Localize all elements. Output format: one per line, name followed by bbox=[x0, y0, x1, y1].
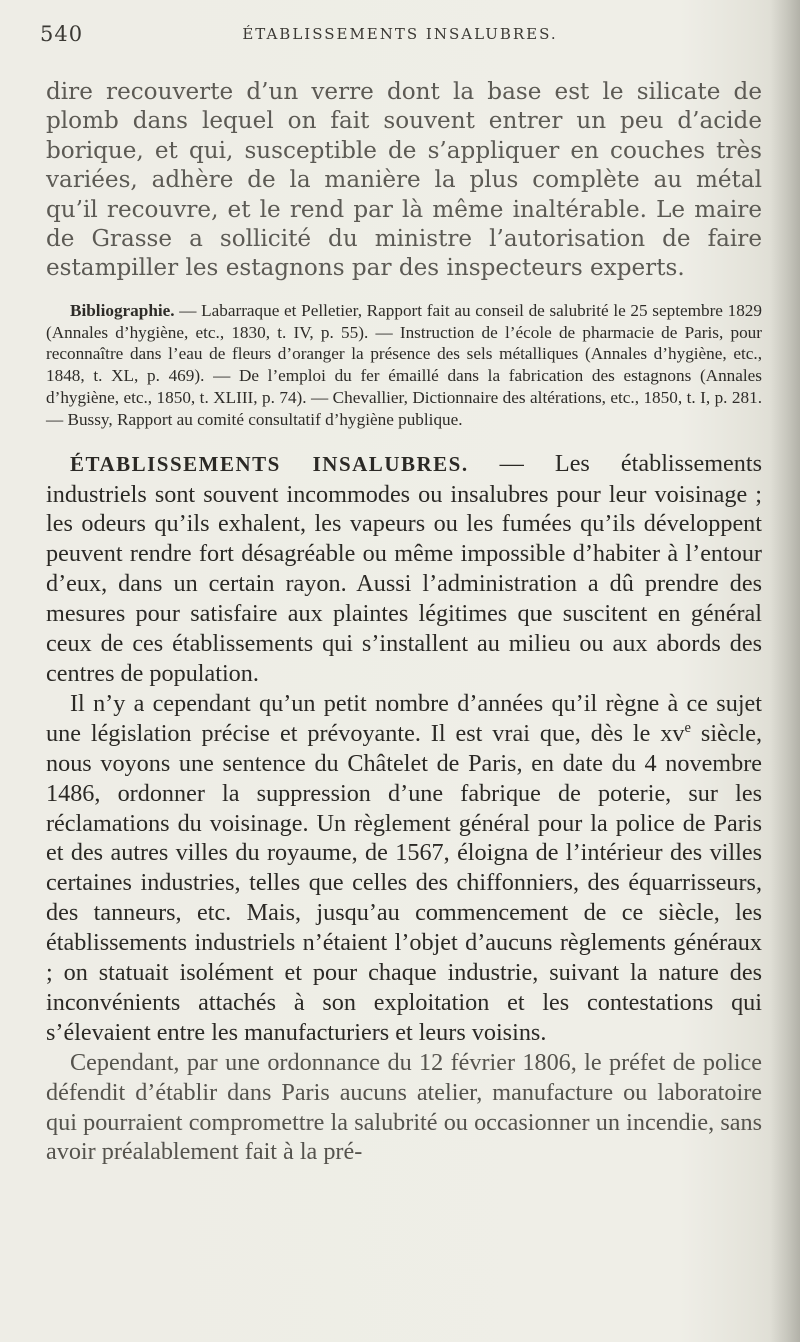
section-paragraph-2-text-start: Il n’y a cependant qu’un petit nombre d’années qu’il règne à ce sujet une législation précise et prévoyante. Il est vrai que, dès le xv bbox=[46, 689, 762, 747]
section-paragraph-3: Cependant, par une ordonnance du 12 février 1806, le préfet de police défendit d’établir dans Paris aucuns atelier, manufacture ou laboratoire qui pourraient compromettre la salubrité ou occasionner un incendie, sans avoir préalablement fait à la pré- bbox=[46, 1048, 762, 1166]
section-heading: ÉTABLISSEMENTS INSALUBRES. bbox=[70, 451, 469, 476]
page-content bbox=[46, 78, 762, 1167]
bibliography-label: Bibliographie. bbox=[70, 300, 175, 320]
section-paragraph-1 bbox=[46, 449, 762, 689]
section-paragraph-2-text-end: siècle, nous voyons une sentence du Châtelet de Paris, en date du 4 novembre 1486, ordonner la suppression d’une fabrique de poterie, sur les réclamations du voisinage. Un règlement général pour la police de Paris et des autres villes du royaume, de 1567, éloigna de l’intérieur des villes certaines industries, telles que celles des chiffonniers, des équarrisseurs, des tanneurs, etc. Mais, jusqu’au commencement de ce siècle, les établissements industriels n’étaient l’objet d’aucuns règlements généraux ; on statuait isolément et pour chaque industrie, suivant la nature des inconvénients attachés à son exploitation et les contestations qui s’élevaient entre les manufacturiers et leurs voisins. bbox=[46, 719, 763, 1046]
page-edge-shadow bbox=[770, 0, 800, 1342]
century-superscript: e bbox=[684, 719, 691, 736]
section-paragraph-2 bbox=[46, 689, 762, 1048]
page-header bbox=[40, 22, 760, 56]
bibliography-paragraph bbox=[46, 300, 762, 431]
page-number: 540 bbox=[40, 22, 84, 46]
running-title: ÉTABLISSEMENTS INSALUBRES. bbox=[242, 25, 558, 43]
intro-paragraph: dire recouverte d’un verre dont la base est le silicate de plomb dans lequel on fait souvent entrer un peu d’acide borique, et qui, susceptible de s’appliquer en couches très variées, adhère de la manière la plus complète au métal qu’il recouvre, et le rend par là même inaltérable. Le maire de Grasse a sollicité du ministre l’autorisation de faire estampiller les estagnons par des inspecteurs experts. bbox=[46, 79, 762, 282]
section-etablissements-insalubres bbox=[46, 449, 762, 1168]
bibliography-text: — Labarraque et Pelletier, Rapport fait au conseil de salubrité le 25 septembre 1829 (Annales d’hygiène, etc., 1830, t. IV, p. 55). — Instruction de l’école de pharmacie de Paris, pour reconnaître dans l’eau de fleurs d’oranger la présence des sels métalliques (Annales d’hygiène, etc., 1848, t. XL, p. 469). — De l’emploi du fer émaillé dans la fabrication des estagnons (Annales d’hygiène, etc., 1850, t. XLIII, p. 74). — Chevallier, Dictionnaire des altérations, etc., 1850, t. I, p. 281. — Bussy, Rapport au comité consultatif d’hygiène publique. bbox=[46, 300, 762, 429]
section-paragraph-1-text: — Les établissements industriels sont souvent incommodes ou insalubres pour leur voisinage ; les odeurs qu’ils exhalent, les vapeurs ou les fumées qu’ils développent peuvent rendre fort désagréable ou même impossible d’habiter à l’entour d’eux, dans un certain rayon. Aussi l’administration a dû prendre des mesures pour satisfaire aux plaintes légitimes que suscitent en général ceux de ces établissements qui s’installent au milieu ou aux abords des centres de population. bbox=[46, 449, 762, 687]
